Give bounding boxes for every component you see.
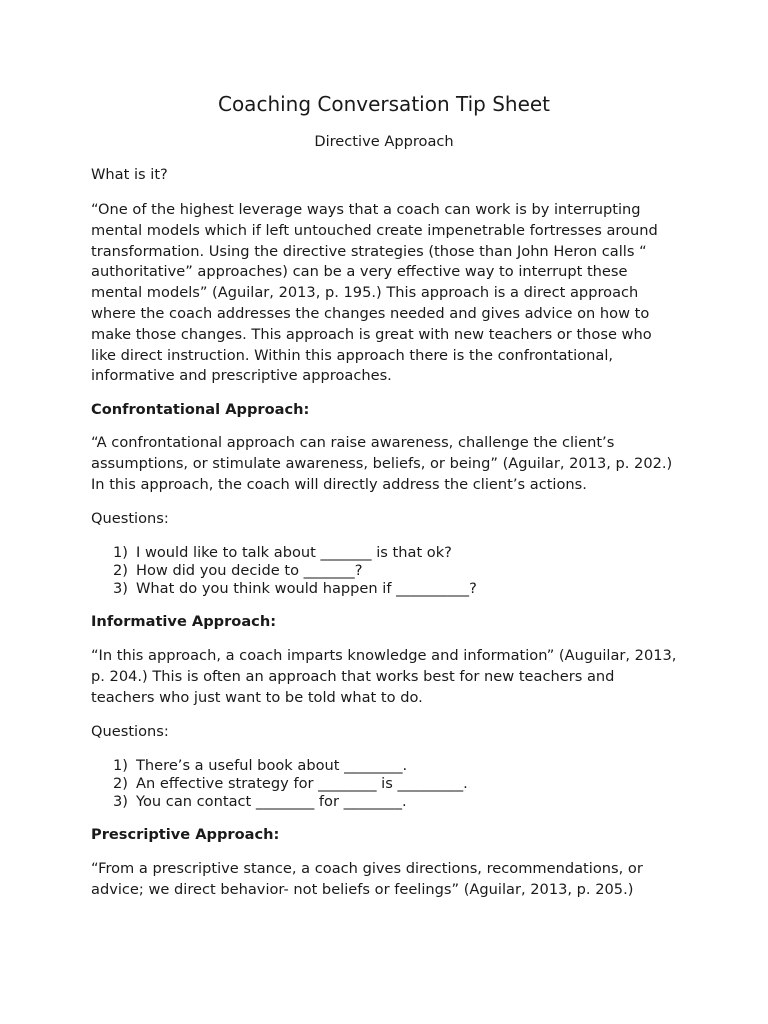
question-number: 3) [113, 793, 128, 810]
prescriptive-body: “From a prescriptive stance, a coach gives directions, recommendations, or advice; we direct behavior- not beliefs or feelings” (Aguilar, 2013, p. 205.) [91, 860, 643, 898]
informative-heading: Informative Approach: [91, 613, 277, 630]
intro-paragraph: “One of the highest leverage ways that a coach can work is by interrupting mental models which if left untouched create impenetrable fortresses around transformation. Using the directive strategies (those than John Heron calls “ authoritative” approaches) can be a very effective way to interrupt these mental models” (Aguilar, 2013, p. 195.) This approach is a direct approach where the coach addresses the changes needed and gives advice on how to make those changes. This approach is great with new teachers or those who like direct instruction. Within this approach there is the confrontational, informative and prescriptive approaches. [91, 201, 658, 385]
what-is-it-label: What is it? [91, 166, 168, 183]
question-text: There’s a useful book about ________. [136, 757, 408, 774]
confrontational-heading: Confrontational Approach: [91, 401, 310, 418]
confrontational-body: “A confrontational approach can raise awareness, challenge the client’s assumptions, or stimulate awareness, beliefs, or being” (Aguilar, 2013, p. 202.) In this approach, the coach will directly address the client’s actions. [91, 434, 673, 493]
confrontational-questions-list [113, 544, 477, 598]
prescriptive-heading: Prescriptive Approach: [91, 826, 280, 843]
document-title: Coaching Conversation Tip Sheet [217, 92, 551, 116]
informative-questions-list [113, 757, 468, 811]
question-number: 3) [113, 580, 128, 597]
document-subtitle: Directive Approach [314, 133, 454, 150]
confrontational-questions-label: Questions: [91, 510, 169, 527]
list-item [113, 793, 468, 811]
list-item [113, 562, 477, 580]
question-text: I would like to talk about _______ is that ok? [136, 544, 452, 561]
question-number: 2) [113, 562, 128, 579]
question-text: An effective strategy for ________ is _________. [136, 775, 468, 792]
list-item [113, 757, 468, 775]
question-text: How did you decide to _______? [136, 562, 363, 579]
informative-body: “In this approach, a coach imparts knowledge and information” (Auguilar, 2013, p. 204.) This is often an approach that works best for new teachers and teachers who just want to be told what to do. [91, 647, 677, 706]
question-number: 1) [113, 544, 128, 561]
question-number: 2) [113, 775, 128, 792]
list-item [113, 775, 468, 793]
list-item [113, 544, 477, 562]
list-item [113, 580, 477, 598]
informative-questions-label: Questions: [91, 723, 169, 740]
question-text: You can contact ________ for ________. [136, 793, 407, 810]
question-text: What do you think would happen if __________? [136, 580, 477, 597]
question-number: 1) [113, 757, 128, 774]
